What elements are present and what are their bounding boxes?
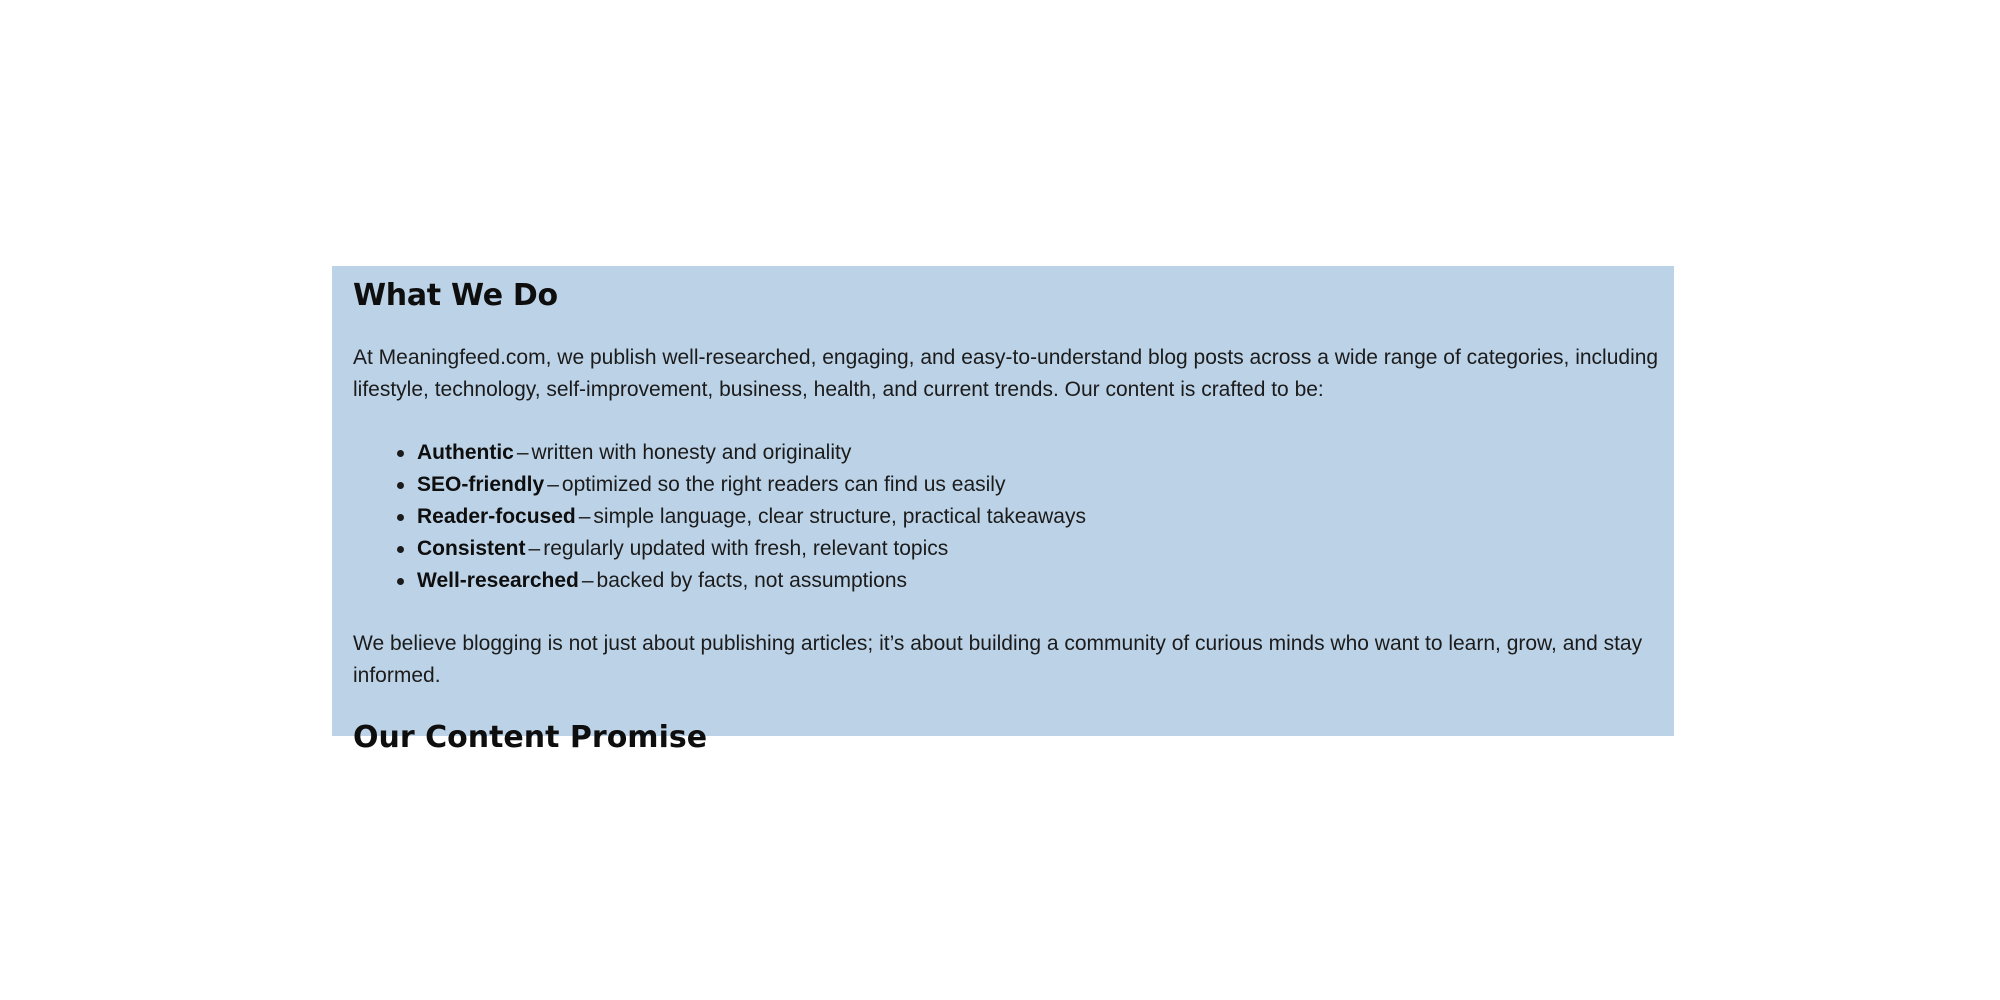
intro-paragraph: At Meaningfeed.com, we publish well-researched, engaging, and easy-to-understand blog posts across a wide range of categories, including lifestyle, technology, self-improvement, business, health, and current trends. Our content is crafted to be:	[353, 346, 1659, 401]
feature-description: regularly updated with fresh, relevant topics	[543, 537, 949, 560]
feature-term: Authentic	[417, 441, 514, 464]
feature-term: Consistent	[417, 537, 526, 560]
list-item	[417, 501, 1660, 533]
feature-description: backed by facts, not assumptions	[596, 569, 908, 592]
feature-dash: –	[581, 569, 594, 592]
what-we-do-section	[332, 266, 1674, 755]
belief-paragraph: We believe blogging is not just about publishing articles; it’s about building a community of curious minds who want to learn, grow, and stay informed.	[353, 632, 1643, 687]
feature-description: written with honesty and originality	[531, 441, 852, 464]
feature-description: optimized so the right readers can find us easily	[561, 473, 1006, 496]
next-section-heading: Our Content Promise	[353, 720, 708, 755]
feature-dash: –	[528, 537, 541, 560]
feature-dash: –	[516, 441, 529, 464]
feature-description: simple language, clear structure, practical takeaways	[593, 505, 1086, 528]
feature-term: Well-researched	[417, 569, 579, 592]
feature-dash: –	[578, 505, 591, 528]
list-item	[417, 469, 1660, 501]
feature-term: Reader-focused	[417, 505, 576, 528]
feature-dash: –	[547, 473, 559, 496]
feature-term: SEO-friendly	[417, 473, 545, 496]
list-item	[417, 437, 1660, 469]
feature-list	[353, 437, 1660, 597]
list-item	[417, 533, 1660, 565]
section-heading: What We Do	[353, 278, 558, 313]
list-item	[417, 565, 1660, 597]
